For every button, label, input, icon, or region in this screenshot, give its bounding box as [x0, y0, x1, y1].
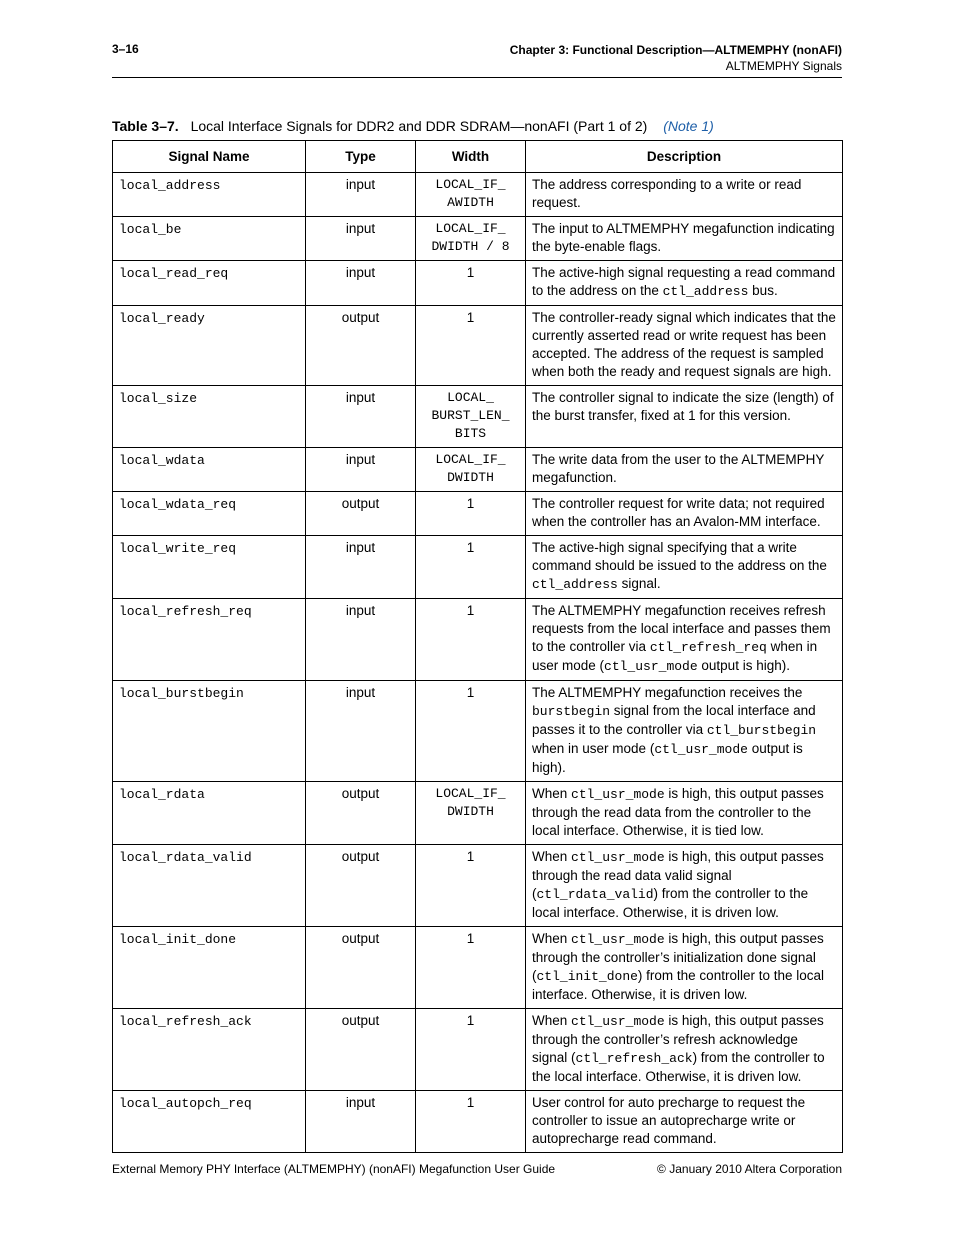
signal-type: input — [306, 1091, 416, 1153]
code-term: ctl_usr_mode — [571, 932, 665, 947]
table-row — [113, 536, 843, 599]
signal-type: input — [306, 536, 416, 599]
description-text: The controller signal to indicate the size (length) of the burst transfer, fixed at 1 for this version. — [532, 390, 834, 423]
column-header: Width — [416, 141, 526, 173]
table-row — [113, 1009, 843, 1091]
column-header: Signal Name — [113, 141, 306, 173]
signal-name: local_write_req — [119, 541, 237, 556]
signal-width — [416, 1091, 526, 1153]
signal-type: input — [306, 448, 416, 492]
signal-width-line: 1 — [466, 1095, 475, 1110]
description-text: User control for auto precharge to request the controller to issue an autoprecharge write or autoprecharge read command. — [532, 1095, 806, 1146]
signal-name-cell — [113, 536, 306, 599]
signal-width-line: AWIDTH — [447, 195, 494, 210]
signal-description — [526, 1091, 843, 1153]
footer-doc-title: External Memory PHY Interface (ALTMEMPHY) (nonAFI) Megafunction User Guide — [112, 1162, 556, 1176]
signal-width-line: 1 — [466, 1013, 475, 1028]
signal-width — [416, 681, 526, 782]
signal-width — [416, 845, 526, 927]
description-text: When — [532, 849, 572, 864]
table-row — [113, 448, 843, 492]
signal-description — [526, 599, 843, 681]
signal-name-cell — [113, 217, 306, 261]
signal-description — [526, 448, 843, 492]
signal-type: output — [306, 492, 416, 536]
description-text: The input to ALTMEMPHY megafunction indicating the byte-enable flags. — [532, 221, 835, 254]
signal-width-line: LOCAL_IF_ — [435, 177, 506, 192]
running-header — [510, 42, 842, 74]
description-text: output is high). — [697, 658, 790, 673]
signal-width — [416, 386, 526, 448]
signal-type: input — [306, 217, 416, 261]
signal-width-line: BURST_LEN_ — [431, 408, 510, 423]
description-text: ) from the controller to the local interface. Otherwise, it is driven low. — [532, 886, 809, 920]
table-note-link[interactable]: (Note 1) — [663, 118, 714, 134]
signal-name: local_rdata_valid — [119, 850, 252, 865]
signal-width — [416, 1009, 526, 1091]
signal-name-cell — [113, 306, 306, 386]
signal-type: input — [306, 261, 416, 306]
code-term: ctl_init_done — [536, 969, 638, 984]
signal-name-cell — [113, 448, 306, 492]
signal-width-line: 1 — [466, 496, 475, 511]
description-text: is high, this output passes through the controller’s initialization done signal ( — [532, 931, 824, 983]
signal-name: local_wdata — [119, 453, 205, 468]
signal-type: input — [306, 173, 416, 217]
signal-name-cell — [113, 681, 306, 782]
signal-width-line: DWIDTH / 8 — [431, 239, 510, 254]
signal-width-line: 1 — [466, 540, 475, 555]
signal-name-cell — [113, 261, 306, 306]
signals-table — [112, 140, 843, 1153]
description-text: ) from the controller to the local interface. Otherwise, it is driven low. — [532, 968, 825, 1002]
signal-name: local_size — [119, 391, 198, 406]
signal-name-cell — [113, 492, 306, 536]
signal-type: input — [306, 599, 416, 681]
code-term: ctl_usr_mode — [571, 787, 665, 802]
table-row — [113, 681, 843, 782]
description-text: The ALTMEMPHY megafunction receives the — [532, 685, 803, 700]
signal-width-line: LOCAL_IF_ — [435, 786, 506, 801]
description-text: when in user mode ( — [532, 639, 818, 673]
signal-name: local_init_done — [119, 932, 237, 947]
signal-description — [526, 386, 843, 448]
description-text: signal. — [617, 576, 661, 591]
code-term: ctl_address — [662, 284, 749, 299]
code-term: ctl_burstbegin — [706, 723, 817, 738]
signal-type: output — [306, 782, 416, 845]
description-text: When — [532, 931, 572, 946]
signal-type: output — [306, 306, 416, 386]
signal-width-line: DWIDTH — [447, 470, 494, 485]
signal-type: input — [306, 681, 416, 782]
description-text: When — [532, 786, 572, 801]
description-text: The write data from the user to the ALTMEMPHY megafunction. — [532, 452, 825, 485]
code-term: ctl_usr_mode — [654, 742, 748, 757]
signal-type: output — [306, 1009, 416, 1091]
description-text: is high, this output passes through the read data valid signal ( — [532, 849, 824, 901]
signal-width-line: DWIDTH — [447, 804, 494, 819]
chapter-title: Chapter 3: Functional Description—ALTMEMPHY (nonAFI) — [509, 43, 842, 57]
signal-width-line: 1 — [466, 310, 475, 325]
signal-description — [526, 306, 843, 386]
code-term: ctl_address — [532, 577, 618, 592]
signal-name: local_autopch_req — [119, 1096, 252, 1111]
signal-width-line: 1 — [466, 849, 475, 864]
signal-description — [526, 927, 843, 1009]
signal-name: local_burstbegin — [119, 686, 244, 701]
signal-name: local_rdata — [119, 787, 205, 802]
code-term: ctl_rdata_valid — [536, 887, 654, 902]
signal-type: input — [306, 386, 416, 448]
code-term: ctl_refresh_req — [649, 640, 767, 655]
signal-width — [416, 261, 526, 306]
signal-name-cell — [113, 845, 306, 927]
signal-name: local_refresh_req — [119, 604, 252, 619]
signal-name: local_address — [119, 178, 221, 193]
code-term: ctl_usr_mode — [571, 1014, 665, 1029]
table-row — [113, 173, 843, 217]
signal-width-line: BITS — [454, 426, 487, 441]
table-row — [113, 845, 843, 927]
signal-name-cell — [113, 782, 306, 845]
signal-name: local_be — [119, 222, 182, 237]
signal-name-cell — [113, 599, 306, 681]
signal-description — [526, 261, 843, 306]
description-text: The ALTMEMPHY megafunction receives refresh requests from the local interface and passes them to the controller via — [532, 603, 831, 654]
signal-width-line: LOCAL_IF_ — [435, 452, 506, 467]
code-term: ctl_refresh_ack — [575, 1051, 693, 1066]
signal-name: local_wdata_req — [119, 497, 237, 512]
signal-width — [416, 599, 526, 681]
column-header: Description — [526, 141, 843, 173]
signal-name-cell — [113, 1091, 306, 1153]
signal-name: local_read_req — [119, 266, 229, 281]
signal-width-line: 1 — [466, 265, 475, 280]
header-rule — [112, 77, 842, 78]
description-text: The active-high signal requesting a read command to the address on the — [532, 265, 836, 298]
signal-type: output — [306, 927, 416, 1009]
signal-description — [526, 782, 843, 845]
signal-width-line: LOCAL_ — [447, 390, 494, 405]
signal-width — [416, 536, 526, 599]
table-row — [113, 217, 843, 261]
page-number: 3–16 — [112, 42, 139, 56]
table-row — [113, 927, 843, 1009]
signal-description — [526, 1009, 843, 1091]
description-text: When — [532, 1013, 572, 1028]
table-caption — [112, 118, 714, 134]
signal-description — [526, 681, 843, 782]
description-text: ) from the controller to the local interface. Otherwise, it is driven low. — [532, 1050, 825, 1084]
column-header: Type — [306, 141, 416, 173]
description-text: when in user mode ( — [532, 741, 655, 756]
signal-name-cell — [113, 173, 306, 217]
description-text: The controller request for write data; not required when the controller has an Avalon-MM interface. — [532, 496, 825, 529]
code-term: burstbegin — [532, 704, 611, 719]
description-text: is high, this output passes through the controller’s refresh acknowledge signal ( — [532, 1013, 824, 1065]
table-row — [113, 492, 843, 536]
table-row — [113, 599, 843, 681]
signal-width — [416, 782, 526, 845]
signal-width — [416, 927, 526, 1009]
description-text: The address corresponding to a write or read request. — [532, 177, 802, 210]
signal-width — [416, 448, 526, 492]
signal-name-cell — [113, 386, 306, 448]
description-text: The controller-ready signal which indicates that the currently asserted read or write request has been accepted. The address of the request is sampled when both the ready and request signals are high. — [532, 310, 836, 379]
table-title: Local Interface Signals for DDR2 and DDR SDRAM—nonAFI (Part 1 of 2) — [190, 118, 648, 134]
signal-width — [416, 492, 526, 536]
signal-description — [526, 845, 843, 927]
description-text: output is high). — [532, 741, 803, 775]
signal-width-line: 1 — [466, 931, 475, 946]
signal-name-cell — [113, 927, 306, 1009]
code-term: ctl_usr_mode — [604, 659, 698, 674]
signal-description — [526, 536, 843, 599]
description-text: The active-high signal specifying that a write command should be issued to the address on the — [532, 540, 827, 573]
signal-width-line: LOCAL_IF_ — [435, 221, 506, 236]
table-header-row — [113, 141, 843, 173]
signal-description — [526, 173, 843, 217]
signal-description — [526, 492, 843, 536]
signal-name-cell — [113, 1009, 306, 1091]
table-label: Table 3–7. — [112, 118, 179, 134]
signal-width — [416, 217, 526, 261]
description-text: signal from the local interface and passes it to the controller via — [532, 703, 816, 737]
description-text: is high, this output passes through the read data from the controller to the local interface. Otherwise, it is tied low. — [532, 786, 824, 838]
table-body — [113, 173, 843, 1153]
signal-type: output — [306, 845, 416, 927]
signal-name: local_ready — [119, 311, 205, 326]
signal-width — [416, 173, 526, 217]
table-row — [113, 782, 843, 845]
signal-width — [416, 306, 526, 386]
description-text: bus. — [748, 283, 778, 298]
signal-name: local_refresh_ack — [119, 1014, 252, 1029]
table-row — [113, 306, 843, 386]
code-term: ctl_usr_mode — [571, 850, 665, 865]
footer-copyright: © January 2010 Altera Corporation — [657, 1162, 842, 1176]
signal-description — [526, 217, 843, 261]
table-row — [113, 261, 843, 306]
section-title: ALTMEMPHY Signals — [725, 59, 842, 73]
table-row — [113, 386, 843, 448]
table-row — [113, 1091, 843, 1153]
signal-width-line: 1 — [466, 603, 475, 618]
signal-width-line: 1 — [466, 685, 475, 700]
